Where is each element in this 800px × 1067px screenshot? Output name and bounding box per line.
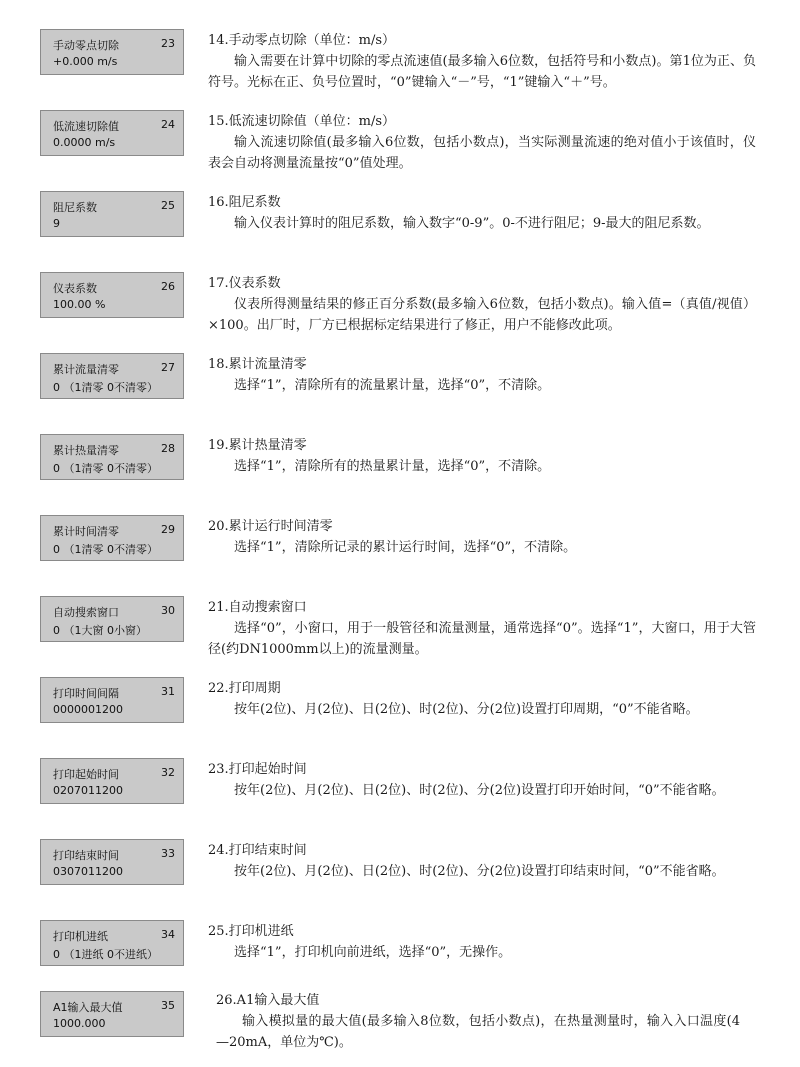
param-description	[216, 991, 740, 1053]
display-label: 打印时间间隔	[53, 687, 119, 700]
display-label: 打印结束时间	[53, 849, 119, 862]
lcd-display-box	[40, 110, 184, 156]
display-number: 27	[161, 361, 175, 374]
param-title: 17.仪表系数	[208, 276, 281, 291]
display-value: 0 （1大窗 0小窗）	[53, 624, 147, 637]
param-title: 14.手动零点切除（单位：m/s）	[208, 33, 396, 48]
display-value: 0207011200	[53, 784, 123, 797]
display-number: 31	[161, 685, 175, 698]
display-number: 30	[161, 604, 175, 617]
lcd-display-box	[40, 596, 184, 642]
display-label: 阻尼系数	[53, 201, 97, 214]
display-value: 0307011200	[53, 865, 123, 878]
param-title: 24.打印结束时间	[208, 843, 307, 858]
lcd-display-box	[40, 191, 184, 237]
lcd-display-box	[40, 29, 184, 75]
lcd-display-box	[40, 677, 184, 723]
display-label: 手动零点切除	[53, 39, 119, 52]
param-description	[208, 193, 756, 234]
param-description	[208, 436, 756, 477]
param-title: 19.累计热量清零	[208, 438, 307, 453]
param-body: 按年(2位)、月(2位)、日(2位)、时(2位)、分(2位)设置打印周期，“0”不能省略。	[234, 702, 699, 717]
display-label: 累计流量清零	[53, 363, 119, 376]
param-description	[208, 517, 756, 558]
display-number: 28	[161, 442, 175, 455]
param-body: 输入需要在计算中切除的零点流速值(最多输入6位数，包括符号和小数点)。第1位为正、负符号。光标在正、负号位置时，“0”键输入“－”号，“1”键输入“＋”号。	[208, 54, 756, 90]
lcd-display-box	[40, 434, 184, 480]
display-value: 0 （1清零 0不清零）	[53, 543, 158, 556]
param-title: 15.低流速切除值（单位：m/s）	[208, 114, 396, 129]
param-body: 选择“1”，打印机向前进纸，选择“0”，无操作。	[234, 945, 512, 960]
display-label: 累计时间清零	[53, 525, 119, 538]
lcd-display-box	[40, 515, 184, 561]
param-title: 23.打印起始时间	[208, 762, 307, 777]
display-label: 累计热量清零	[53, 444, 119, 457]
display-value: 100.00 %	[53, 298, 106, 311]
display-value: 0000001200	[53, 703, 123, 716]
param-description	[208, 112, 756, 174]
param-description	[208, 922, 756, 963]
param-title: 18.累计流量清零	[208, 357, 307, 372]
param-description	[208, 274, 756, 336]
param-description	[208, 760, 756, 801]
display-number: 35	[161, 999, 175, 1012]
display-number: 33	[161, 847, 175, 860]
display-value: 0 （1清零 0不清零）	[53, 462, 158, 475]
display-value: 9	[53, 217, 60, 230]
lcd-display-box	[40, 839, 184, 885]
lcd-display-box	[40, 920, 184, 966]
display-number: 24	[161, 118, 175, 131]
display-value: 0 （1清零 0不清零）	[53, 381, 158, 394]
display-label: A1输入最大值	[53, 1001, 123, 1014]
param-body: 选择“1”，清除所有的流量累计量，选择“0”，不清除。	[234, 378, 551, 393]
display-value: +0.000 m/s	[53, 55, 118, 68]
display-number: 25	[161, 199, 175, 212]
param-title: 26.A1输入最大值	[216, 993, 320, 1008]
display-number: 34	[161, 928, 175, 941]
param-body: 选择“0”，小窗口，用于一般管径和流量测量，通常选择“0”。选择“1”，大窗口，用于大管径(约DN1000mm以上)的流量测量。	[208, 621, 756, 657]
param-body: 选择“1”，清除所记录的累计运行时间，选择“0”，不清除。	[234, 540, 577, 555]
param-title: 20.累计运行时间清零	[208, 519, 333, 534]
display-value: 0 （1进纸 0不进纸）	[53, 948, 158, 961]
display-label: 自动搜索窗口	[53, 606, 119, 619]
param-body: 仪表所得测量结果的修正百分系数(最多输入6位数，包括小数点)。输入值=（真值/视值）×100。出厂时，厂方已根据标定结果进行了修正，用户不能修改此项。	[208, 297, 756, 333]
display-number: 32	[161, 766, 175, 779]
display-label: 仪表系数	[53, 282, 97, 295]
param-body: 按年(2位)、月(2位)、日(2位)、时(2位)、分(2位)设置打印开始时间，“0”不能省略。	[234, 783, 725, 798]
param-body: 输入仪表计算时的阻尼系数，输入数字“0-9”。0-不进行阻尼；9-最大的阻尼系数。	[234, 216, 710, 231]
param-title: 21.自动搜索窗口	[208, 600, 307, 615]
param-description	[208, 31, 756, 93]
lcd-display-box	[40, 991, 184, 1037]
display-number: 26	[161, 280, 175, 293]
param-body: 选择“1”，清除所有的热量累计量，选择“0”，不清除。	[234, 459, 551, 474]
param-description	[208, 679, 756, 720]
param-description	[208, 841, 756, 882]
display-value: 1000.000	[53, 1017, 106, 1030]
display-number: 23	[161, 37, 175, 50]
lcd-display-box	[40, 758, 184, 804]
param-body: 按年(2位)、月(2位)、日(2位)、时(2位)、分(2位)设置打印结束时间，“0”不能省略。	[234, 864, 725, 879]
display-label: 打印起始时间	[53, 768, 119, 781]
display-value: 0.0000 m/s	[53, 136, 116, 149]
display-label: 打印机进纸	[53, 930, 108, 943]
param-body: 输入模拟量的最大值(最多输入8位数，包括小数点)，在热量测量时，输入入口温度(4—20mA，单位为℃)。	[216, 1014, 740, 1050]
param-description	[208, 355, 756, 396]
param-description	[208, 598, 756, 660]
lcd-display-box	[40, 272, 184, 318]
param-title: 16.阻尼系数	[208, 195, 281, 210]
lcd-display-box	[40, 353, 184, 399]
display-label: 低流速切除值	[53, 120, 119, 133]
display-number: 29	[161, 523, 175, 536]
param-title: 25.打印机进纸	[208, 924, 294, 939]
param-title: 22.打印周期	[208, 681, 281, 696]
param-body: 输入流速切除值(最多输入6位数，包括小数点)，当实际测量流速的绝对值小于该值时，仪表会自动将测量流量按“0”值处理。	[208, 135, 756, 171]
